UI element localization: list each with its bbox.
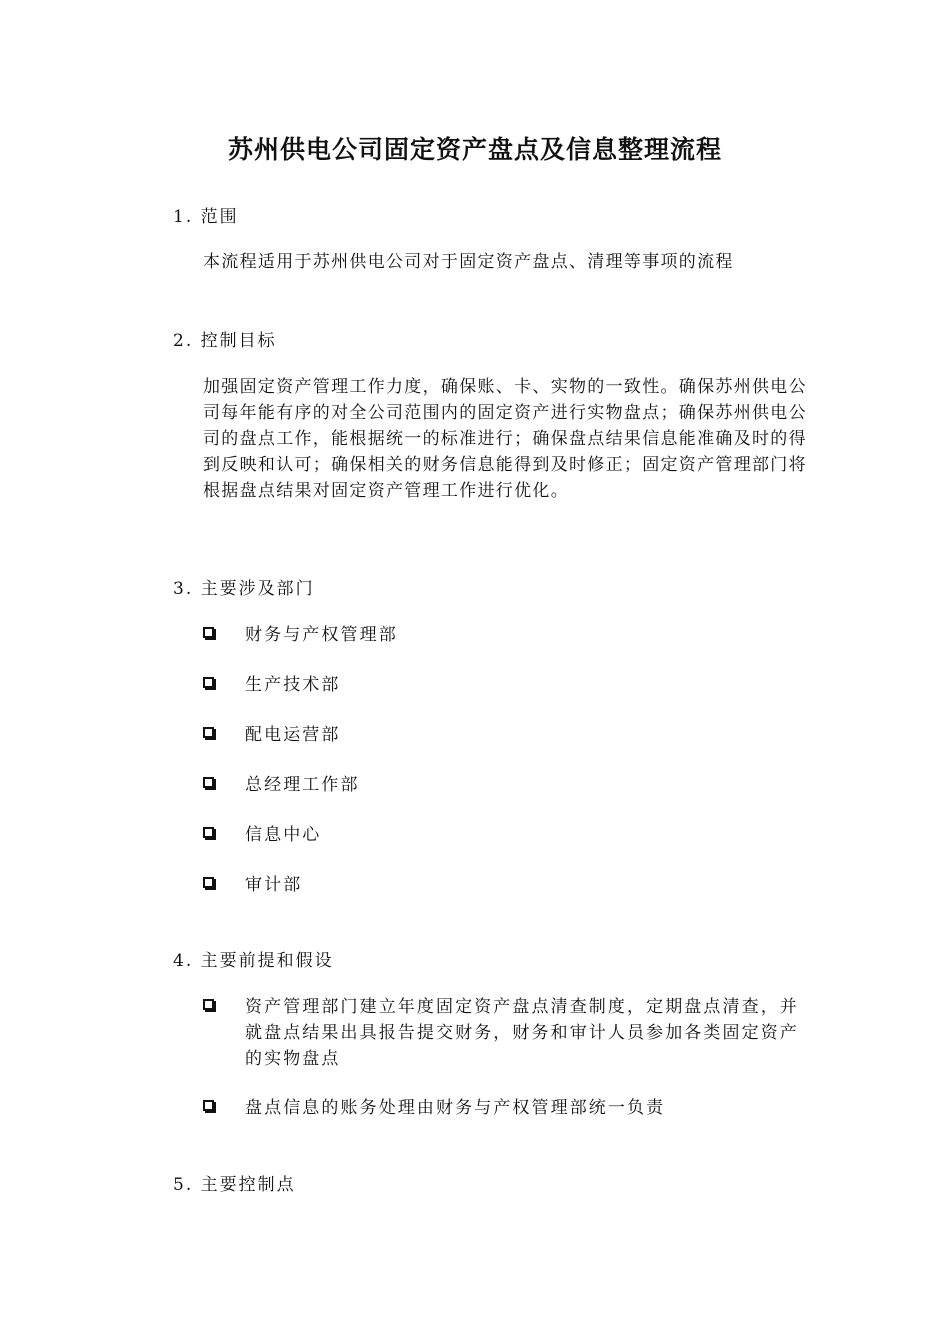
checkbox-bullet-icon bbox=[203, 827, 214, 838]
section-heading-departments: 3. 主要涉及部门 bbox=[173, 579, 315, 599]
list-item-text: 总经理工作部 bbox=[245, 775, 360, 795]
section-heading-control-objectives: 2. 控制目标 bbox=[173, 331, 277, 351]
list-item bbox=[203, 672, 813, 698]
section-paragraph-control-objectives: 加强固定资产管理工作力度，确保账、卡、实物的一致性。确保苏州供电公司每年能有序的对全公司范围内的固定资产进行实物盘点；确保苏州供电公司的盘点工作，能根据统一的标准进行；确保盘点结果信息能准确及时的得到反映和认可；确保相关的财务信息能得到及时修正；固定资产管理部门将根据盘点结果对固定资产管理工作进行优化。 bbox=[203, 377, 807, 501]
list-item-text: 盘点信息的账务处理由财务与产权管理部统一负责 bbox=[245, 1098, 666, 1118]
list-item-text: 信息中心 bbox=[245, 825, 322, 845]
list-item-text: 资产管理部门建立年度固定资产盘点清查制度，定期盘点清查，并就盘点结果出具报告提交财务，财务和审计人员参加各类固定资产的实物盘点 bbox=[245, 997, 799, 1069]
list-item bbox=[203, 994, 813, 1072]
list-item-text: 财务与产权管理部 bbox=[245, 625, 398, 645]
checkbox-bullet-icon bbox=[203, 999, 214, 1010]
checkbox-bullet-icon bbox=[203, 777, 214, 788]
list-item-text: 审计部 bbox=[245, 875, 303, 895]
list-item bbox=[203, 1095, 813, 1121]
section-heading-assumptions: 4. 主要前提和假设 bbox=[173, 951, 334, 971]
section-heading-key-controls: 5. 主要控制点 bbox=[173, 1175, 296, 1195]
list-item bbox=[203, 622, 813, 648]
checkbox-bullet-icon bbox=[203, 677, 214, 688]
list-item bbox=[203, 822, 813, 848]
section-heading-scope: 1. 范围 bbox=[173, 207, 239, 227]
checkbox-bullet-icon bbox=[203, 727, 214, 738]
section-paragraph-scope: 本流程适用于苏州供电公司对于固定资产盘点、清理等事项的流程 bbox=[203, 252, 734, 272]
list-item-text: 配电运营部 bbox=[245, 725, 341, 745]
checkbox-bullet-icon bbox=[203, 627, 214, 638]
list-item-text: 生产技术部 bbox=[245, 675, 341, 695]
checkbox-bullet-icon bbox=[203, 877, 214, 888]
list-item bbox=[203, 722, 813, 748]
document-title: 苏州供电公司固定资产盘点及信息整理流程 bbox=[227, 135, 722, 164]
checkbox-bullet-icon bbox=[203, 1100, 214, 1111]
list-item bbox=[203, 772, 813, 798]
list-item bbox=[203, 872, 813, 898]
